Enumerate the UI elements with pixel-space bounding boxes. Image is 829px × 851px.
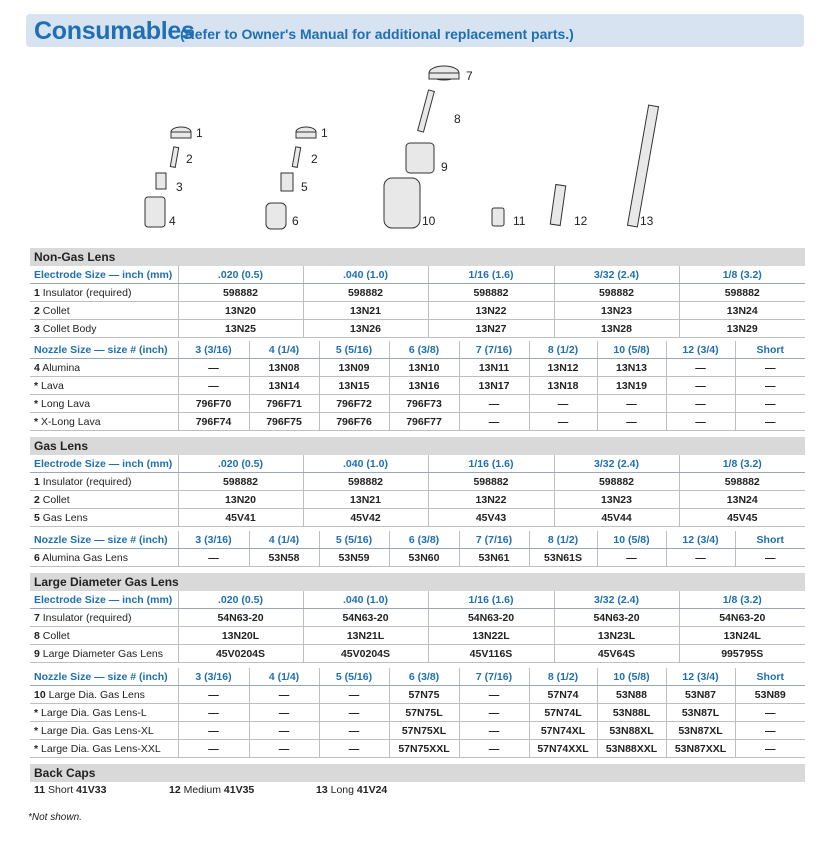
item-number: 2 <box>34 493 40 506</box>
table-header-row <box>30 531 805 549</box>
column-header: .020 (0.5) <box>178 591 303 609</box>
non-gas-nozzle-table <box>30 341 805 431</box>
part-number-cell: 13N15 <box>319 377 389 395</box>
backcap-item: 13 Long 41V24 <box>316 784 388 796</box>
part-number-cell: — <box>249 722 319 740</box>
row-label <box>30 549 178 567</box>
part-number-cell: 45V41 <box>178 509 303 527</box>
column-header: 1/8 (3.2) <box>679 266 805 284</box>
item-label: Large Diameter Gas Lens <box>42 647 163 660</box>
section-gas-lens: Gas Lens <box>30 437 805 455</box>
column-header: 3/32 (2.4) <box>554 591 679 609</box>
table-row <box>30 320 805 338</box>
part-number-cell: 13N23L <box>554 627 679 645</box>
large-nozzle-table <box>30 668 805 758</box>
column-header: 6 (3/8) <box>389 531 459 549</box>
column-header: 1/16 (1.6) <box>428 266 554 284</box>
item-label: Collet Body <box>42 322 97 335</box>
part-number-cell: — <box>319 704 389 722</box>
row-label <box>30 413 178 431</box>
table-row <box>30 549 805 567</box>
column-header: 12 (3/4) <box>666 341 735 359</box>
table-row <box>30 609 805 627</box>
column-header: Short <box>735 531 805 549</box>
item-number: 8 <box>34 629 40 642</box>
part-number-cell: 796F71 <box>249 395 319 413</box>
part-number-cell: 796F76 <box>319 413 389 431</box>
item-number: 6 <box>34 551 40 564</box>
svg-text:4: 4 <box>169 214 176 228</box>
column-header: 4 (1/4) <box>249 531 319 549</box>
table-row <box>30 395 805 413</box>
part-number-cell: 13N10 <box>389 359 459 377</box>
part-number-cell: 53N61 <box>459 549 529 567</box>
table-header-row <box>30 341 805 359</box>
part-number-cell: 598882 <box>178 473 303 491</box>
part-number-cell: 796F72 <box>319 395 389 413</box>
part-number-cell: 53N89 <box>735 686 805 704</box>
item-number: * <box>34 379 39 392</box>
svg-text:1: 1 <box>196 126 203 140</box>
part-number-cell: 13N11 <box>459 359 529 377</box>
part-number-cell: 13N12 <box>529 359 597 377</box>
column-header: .020 (0.5) <box>178 266 303 284</box>
table-row <box>30 413 805 431</box>
column-header: 3/32 (2.4) <box>554 455 679 473</box>
part-number-cell: — <box>735 359 805 377</box>
column-header: 8 (1/2) <box>529 341 597 359</box>
gas-nozzle-table <box>30 531 805 567</box>
item-label: Large Dia. Gas Lens-XXL <box>41 742 161 755</box>
part-number-cell: 57N74XXL <box>529 740 597 758</box>
row-label <box>30 359 178 377</box>
part-number-cell: 13N25 <box>178 320 303 338</box>
part-number-cell: 13N24L <box>679 627 805 645</box>
item-number: 10 <box>34 688 46 701</box>
column-header: 3 (3/16) <box>178 668 249 686</box>
item-label: Insulator (required) <box>42 475 132 488</box>
svg-text:6: 6 <box>292 214 299 228</box>
item-number: * <box>34 415 39 428</box>
part-number-cell: — <box>666 413 735 431</box>
row-label <box>30 704 178 722</box>
part-number-cell: — <box>735 395 805 413</box>
part-number-cell: 57N74 <box>529 686 597 704</box>
part-number-cell: — <box>178 686 249 704</box>
item-number: 1 <box>34 286 40 299</box>
part-number-cell: — <box>597 413 666 431</box>
part-number-cell: 13N18 <box>529 377 597 395</box>
row-label <box>30 740 178 758</box>
part-number-cell: 13N24 <box>679 302 805 320</box>
column-header: 5 (5/16) <box>319 668 389 686</box>
part-number-cell: — <box>529 413 597 431</box>
svg-text:9: 9 <box>441 160 448 174</box>
section-back-caps: Back Caps <box>30 764 805 782</box>
part-number-cell: — <box>178 740 249 758</box>
item-label: Insulator (required) <box>42 611 132 624</box>
column-header: 1/16 (1.6) <box>428 455 554 473</box>
part-number-cell: — <box>178 549 249 567</box>
column-header: 7 (7/16) <box>459 341 529 359</box>
part-number-cell: — <box>249 740 319 758</box>
part-number-cell: 13N20 <box>178 302 303 320</box>
column-header: 1/8 (3.2) <box>679 591 805 609</box>
column-header: .040 (1.0) <box>303 455 428 473</box>
part-number-cell: — <box>735 704 805 722</box>
column-header: 8 (1/2) <box>529 668 597 686</box>
part-number-cell: 53N88L <box>597 704 666 722</box>
svg-text:1: 1 <box>321 126 328 140</box>
part-number-cell: 57N74XL <box>529 722 597 740</box>
part-number-cell: 45V116S <box>428 645 554 663</box>
table-row <box>30 645 805 663</box>
column-header: 12 (3/4) <box>666 531 735 549</box>
table-row <box>30 704 805 722</box>
column-header: 1/8 (3.2) <box>679 455 805 473</box>
part-number-cell: — <box>459 740 529 758</box>
part-number-cell: 45V64S <box>554 645 679 663</box>
part-number-cell: 598882 <box>679 284 805 302</box>
part-number-cell: 13N21L <box>303 627 428 645</box>
item-number: 9 <box>34 647 40 660</box>
table-header-row <box>30 591 805 609</box>
column-header: 6 (3/8) <box>389 668 459 686</box>
part-number-cell: — <box>319 740 389 758</box>
large-electrode-table <box>30 591 805 663</box>
column-header: 6 (3/8) <box>389 341 459 359</box>
part-number-cell: 598882 <box>428 473 554 491</box>
collet-part-icon <box>170 147 178 168</box>
item-label: X-Long Lava <box>41 415 101 428</box>
item-label: Collet <box>42 629 70 642</box>
item-label: Large Dia. Gas Lens-XL <box>41 724 154 737</box>
item-number: 7 <box>34 611 40 624</box>
column-header: Short <box>735 341 805 359</box>
part-number-cell: — <box>735 377 805 395</box>
part-number-cell: — <box>666 549 735 567</box>
row-label <box>30 491 178 509</box>
section-non-gas-lens: Non-Gas Lens <box>30 248 805 266</box>
svg-text:2: 2 <box>311 152 318 166</box>
part-number-cell: — <box>597 395 666 413</box>
part-number-cell: 13N13 <box>597 359 666 377</box>
item-label: Gas Lens <box>42 511 88 524</box>
part-number-cell: — <box>178 704 249 722</box>
table-header-row <box>30 266 805 284</box>
column-header: 10 (5/8) <box>597 341 666 359</box>
svg-text:5: 5 <box>301 180 308 194</box>
row-label <box>30 377 178 395</box>
table-header-row <box>30 668 805 686</box>
long-backcap-icon <box>627 105 658 227</box>
svg-text:13: 13 <box>640 214 654 228</box>
part-number-cell: 57N75XXL <box>389 740 459 758</box>
footnote: *Not shown. <box>28 812 82 823</box>
svg-text:12: 12 <box>574 214 588 228</box>
consumables-illustration <box>26 55 806 240</box>
non-gas-electrode-table <box>30 266 805 338</box>
column-header: 7 (7/16) <box>459 668 529 686</box>
part-number-cell: 13N26 <box>303 320 428 338</box>
part-number-cell: 13N24 <box>679 491 805 509</box>
part-number-cell: 53N88XL <box>597 722 666 740</box>
item-number: * <box>34 397 39 410</box>
part-number-cell: 54N63-20 <box>554 609 679 627</box>
table-row <box>30 491 805 509</box>
part-number-cell: — <box>178 359 249 377</box>
column-header: 5 (5/16) <box>319 531 389 549</box>
part-number-cell: 13N16 <box>389 377 459 395</box>
collet-body-part-icon <box>156 173 166 189</box>
part-number-cell: — <box>459 686 529 704</box>
table-row <box>30 686 805 704</box>
part-number-cell: 54N63-20 <box>428 609 554 627</box>
column-header: Nozzle Size — size # (inch) <box>30 531 178 549</box>
item-label: Lava <box>41 379 64 392</box>
part-number-cell: 45V45 <box>679 509 805 527</box>
item-label: Alumina Gas Lens <box>42 551 128 564</box>
row-label <box>30 722 178 740</box>
part-number-cell: — <box>735 413 805 431</box>
row-label <box>30 645 178 663</box>
column-header: 3 (3/16) <box>178 341 249 359</box>
column-header: 10 (5/8) <box>597 668 666 686</box>
part-number-cell: 45V43 <box>428 509 554 527</box>
part-number-cell: 13N20L <box>178 627 303 645</box>
item-label: Collet <box>42 493 70 506</box>
part-number-cell: 13N28 <box>554 320 679 338</box>
part-number-cell: 45V42 <box>303 509 428 527</box>
backcap-item: 11 Short 41V33 <box>34 784 107 796</box>
part-number-cell: 53N87XXL <box>666 740 735 758</box>
part-number-cell: 598882 <box>178 284 303 302</box>
part-number-cell: — <box>178 377 249 395</box>
part-number-cell: 598882 <box>554 473 679 491</box>
title-bar <box>26 14 804 47</box>
table-row <box>30 740 805 758</box>
column-header: .020 (0.5) <box>178 455 303 473</box>
part-number-cell: 13N27 <box>428 320 554 338</box>
part-number-cell: — <box>249 686 319 704</box>
part-number-cell: 796F73 <box>389 395 459 413</box>
part-number-cell: 53N88 <box>597 686 666 704</box>
page-subtitle: (Refer to Owner's Manual for additional replacement parts.) <box>180 26 574 42</box>
part-number-cell: — <box>735 549 805 567</box>
part-number-cell: — <box>178 722 249 740</box>
table-row <box>30 509 805 527</box>
part-number-cell: — <box>459 704 529 722</box>
column-header: Electrode Size — inch (mm) <box>30 455 178 473</box>
part-number-cell: 13N17 <box>459 377 529 395</box>
gas-electrode-table <box>30 455 805 527</box>
part-number-cell: — <box>666 395 735 413</box>
column-header: Electrode Size — inch (mm) <box>30 591 178 609</box>
part-number-cell: — <box>529 395 597 413</box>
part-number-cell: 13N19 <box>597 377 666 395</box>
column-header: Electrode Size — inch (mm) <box>30 266 178 284</box>
part-number-cell: 13N23 <box>554 491 679 509</box>
table-header-row <box>30 455 805 473</box>
row-label <box>30 473 178 491</box>
part-number-cell: 53N87XL <box>666 722 735 740</box>
backcap-item: 12 Medium 41V35 <box>169 784 255 796</box>
part-number-cell: 13N23 <box>554 302 679 320</box>
gas-lens-part-icon <box>281 173 293 191</box>
item-label: Large Dia. Gas Lens-L <box>41 706 147 719</box>
svg-text:2: 2 <box>186 152 193 166</box>
item-number: 2 <box>34 304 40 317</box>
row-label <box>30 509 178 527</box>
part-number-cell: 598882 <box>679 473 805 491</box>
part-number-cell: 53N59 <box>319 549 389 567</box>
part-number-cell: — <box>666 377 735 395</box>
item-number: 4 <box>34 361 40 374</box>
part-number-cell: 796F77 <box>389 413 459 431</box>
part-number-cell: — <box>597 549 666 567</box>
table-row <box>30 627 805 645</box>
row-label <box>30 686 178 704</box>
item-number: 5 <box>34 511 40 524</box>
section-large-diameter-gas-lens: Large Diameter Gas Lens <box>30 573 805 591</box>
column-header: 7 (7/16) <box>459 531 529 549</box>
part-number-cell: 13N22 <box>428 302 554 320</box>
column-header: 5 (5/16) <box>319 341 389 359</box>
short-backcap-icon <box>492 208 504 226</box>
column-header: .040 (1.0) <box>303 591 428 609</box>
part-number-cell: 57N74L <box>529 704 597 722</box>
column-header: 1/16 (1.6) <box>428 591 554 609</box>
item-label: Collet <box>42 304 70 317</box>
part-number-cell: 53N88XXL <box>597 740 666 758</box>
medium-backcap-icon <box>550 184 565 225</box>
item-label: Insulator (required) <box>42 286 132 299</box>
part-number-cell: — <box>249 704 319 722</box>
column-header: 4 (1/4) <box>249 668 319 686</box>
item-label: Long Lava <box>41 397 91 410</box>
part-number-cell: 53N60 <box>389 549 459 567</box>
column-header: Nozzle Size — size # (inch) <box>30 668 178 686</box>
part-number-cell: 57N75XL <box>389 722 459 740</box>
svg-text:3: 3 <box>176 180 183 194</box>
part-number-cell: 13N21 <box>303 302 428 320</box>
column-header: 8 (1/2) <box>529 531 597 549</box>
column-header: Nozzle Size — size # (inch) <box>30 341 178 359</box>
part-number-cell: 13N08 <box>249 359 319 377</box>
row-label <box>30 320 178 338</box>
item-number: * <box>34 742 39 755</box>
part-number-cell: 13N14 <box>249 377 319 395</box>
part-number-cell: 598882 <box>303 284 428 302</box>
item-label: Large Dia. Gas Lens <box>48 688 145 701</box>
svg-text:7: 7 <box>466 69 473 83</box>
row-label <box>30 609 178 627</box>
part-number-cell: 796F70 <box>178 395 249 413</box>
row-label <box>30 284 178 302</box>
column-header: 3 (3/16) <box>178 531 249 549</box>
part-number-cell: 13N22L <box>428 627 554 645</box>
part-number-cell: 54N63-20 <box>679 609 805 627</box>
part-number-cell: 598882 <box>554 284 679 302</box>
row-label <box>30 627 178 645</box>
column-header: 4 (1/4) <box>249 341 319 359</box>
part-number-cell: 13N22 <box>428 491 554 509</box>
part-number-cell: 57N75L <box>389 704 459 722</box>
row-label <box>30 302 178 320</box>
part-number-cell: 995795S <box>679 645 805 663</box>
column-header: Short <box>735 668 805 686</box>
table-row <box>30 473 805 491</box>
part-number-cell: — <box>459 395 529 413</box>
row-label <box>30 395 178 413</box>
part-number-cell: 45V0204S <box>303 645 428 663</box>
item-number: 1 <box>34 475 40 488</box>
part-number-cell: 13N29 <box>679 320 805 338</box>
part-number-cell: 53N87L <box>666 704 735 722</box>
page-title: Consumables <box>34 17 195 45</box>
part-number-cell: 796F74 <box>178 413 249 431</box>
part-number-cell: 13N09 <box>319 359 389 377</box>
svg-text:10: 10 <box>422 214 436 228</box>
part-number-cell: 54N63-20 <box>178 609 303 627</box>
item-number: 3 <box>34 322 40 335</box>
item-number: * <box>34 706 39 719</box>
part-number-cell: — <box>735 722 805 740</box>
part-number-cell: 45V44 <box>554 509 679 527</box>
part-number-cell: — <box>319 722 389 740</box>
part-number-cell: — <box>319 686 389 704</box>
part-number-cell: 57N75 <box>389 686 459 704</box>
part-number-cell: 54N63-20 <box>303 609 428 627</box>
table-row <box>30 377 805 395</box>
column-header: .040 (1.0) <box>303 266 428 284</box>
column-header: 10 (5/8) <box>597 531 666 549</box>
table-row <box>30 359 805 377</box>
part-number-cell: — <box>459 413 529 431</box>
table-row <box>30 722 805 740</box>
part-number-cell: 598882 <box>428 284 554 302</box>
part-number-cell: — <box>735 740 805 758</box>
part-number-cell: 796F75 <box>249 413 319 431</box>
part-number-cell: 53N61S <box>529 549 597 567</box>
part-number-cell: — <box>459 722 529 740</box>
table-row <box>30 284 805 302</box>
svg-text:11: 11 <box>513 214 526 228</box>
part-number-cell: 13N20 <box>178 491 303 509</box>
part-number-cell: 45V0204S <box>178 645 303 663</box>
item-label: Alumina <box>42 361 81 374</box>
part-number-cell: 53N87 <box>666 686 735 704</box>
nozzle-part-icon <box>145 197 165 227</box>
part-number-cell: 53N58 <box>249 549 319 567</box>
item-number: * <box>34 724 39 737</box>
column-header: 12 (3/4) <box>666 668 735 686</box>
column-header: 3/32 (2.4) <box>554 266 679 284</box>
part-number-cell: — <box>666 359 735 377</box>
part-number-cell: 598882 <box>303 473 428 491</box>
part-number-cell: 13N21 <box>303 491 428 509</box>
table-row <box>30 302 805 320</box>
svg-text:8: 8 <box>454 112 461 126</box>
